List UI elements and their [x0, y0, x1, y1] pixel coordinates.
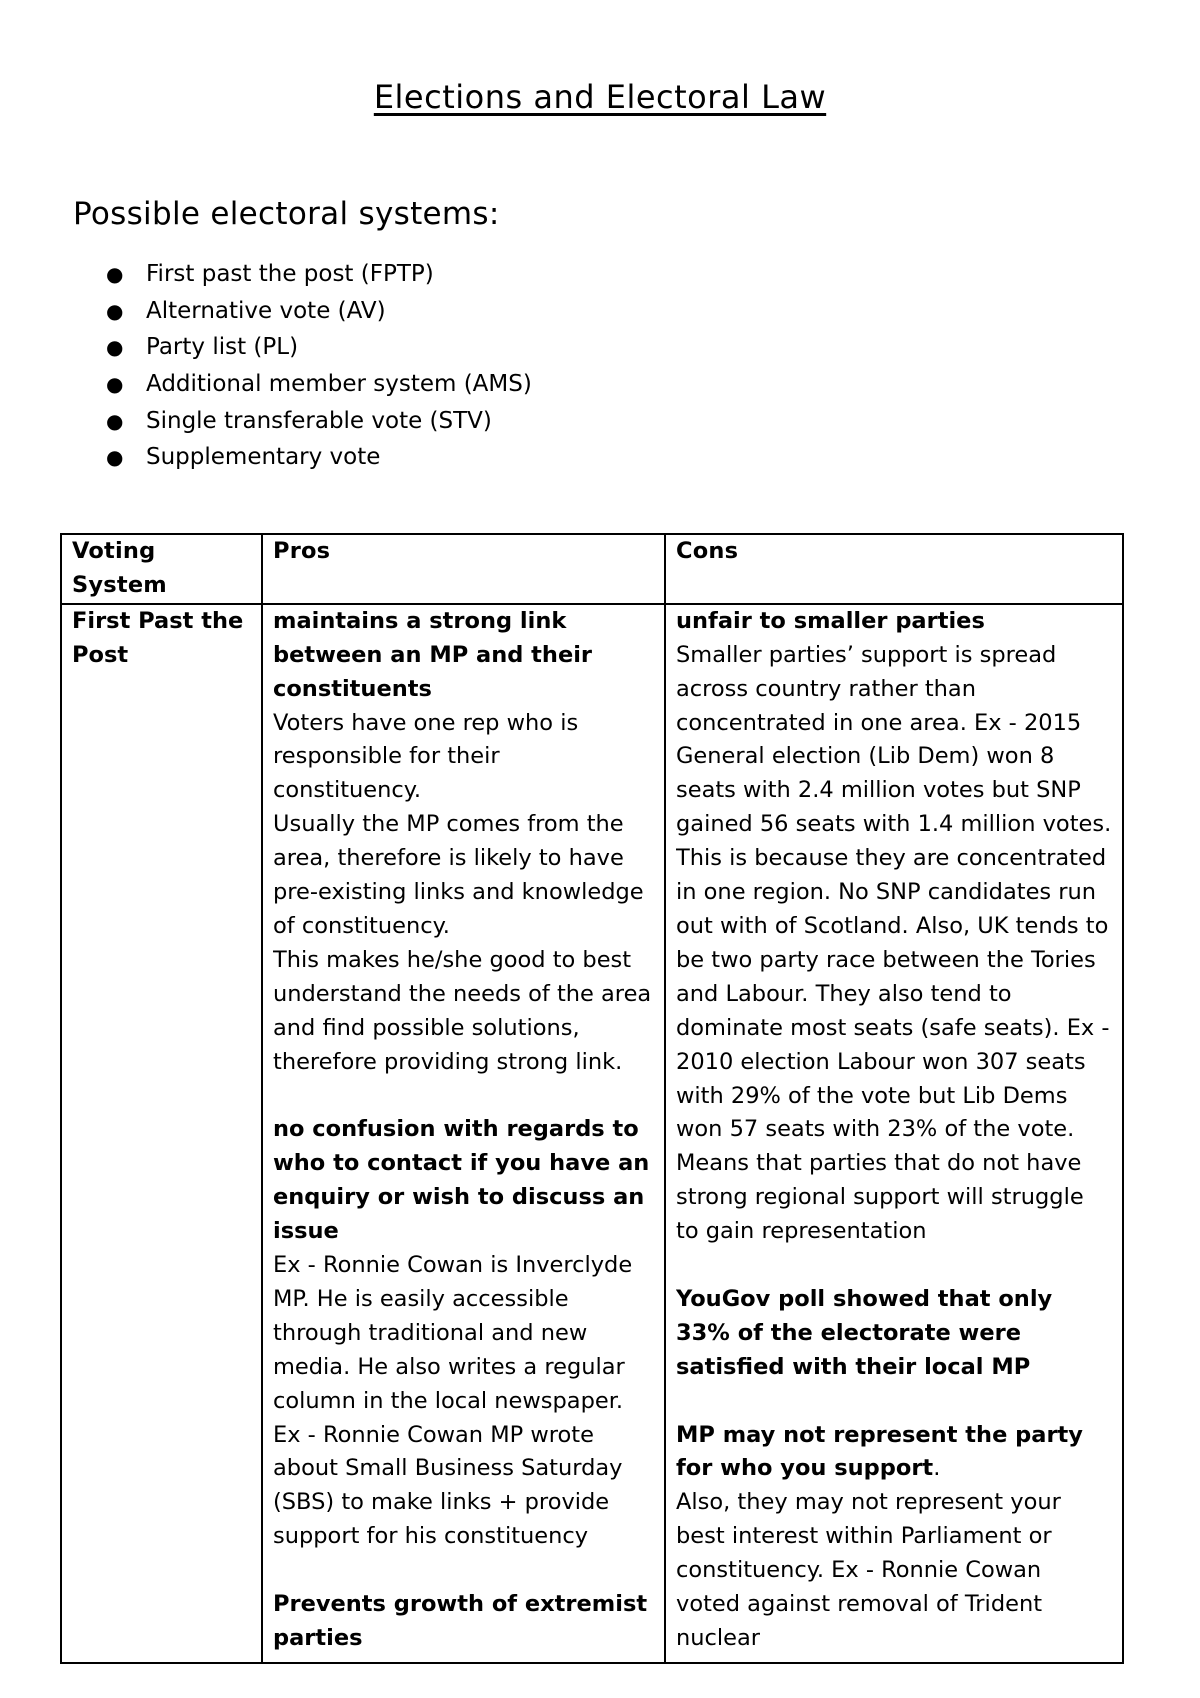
- spacer: [676, 1385, 1112, 1419]
- con-text: Smaller parties’ support is spread across country rather than concentrated in one area. Ex - 2015 General election (Lib Dem) won 8 seats with 2.4 million votes but SNP gained 56 seats with 1.4 million votes. This is because they are concentrated in one region. No SNP candidates run out with of Scotland. Also, UK tends to be two party race between the Tories and Labour. They also tend to dominate most seats (safe seats). Ex - 2010 election Labour won 307 seats with 29% of the vote but Lib Dems won 57 seats with 23% of the vote. Means that parties that do not have strong regional support will struggle to gain representation: [676, 641, 1112, 1245]
- document-title: Elections and Electoral Law: [373, 78, 827, 116]
- con-heading: unfair to smaller parties: [676, 607, 985, 634]
- bullet-icon: ●: [106, 445, 124, 470]
- bullet-icon: ●: [106, 408, 124, 433]
- con-heading-line: [676, 1419, 1112, 1487]
- pro-text: This makes he/she good to best understand the needs of the area and find possible solutions, therefore providing strong link.: [273, 946, 652, 1075]
- pro-heading: no confusion with regards to who to contact if you have an enquiry or wish to discuss an issue: [273, 1116, 650, 1245]
- list-item: ● First past the post (FPTP): [104, 256, 532, 293]
- header-cons: Cons: [665, 534, 1123, 604]
- con-text: Also, they may not represent your best interest within Parliament or constituency. Ex - Ronnie Cowan voted against removal of Trident nuclear: [676, 1489, 1061, 1651]
- systems-heading: Possible electoral systems:: [73, 196, 500, 232]
- pros-cell: [262, 604, 665, 1663]
- bullet-icon: ●: [106, 298, 124, 323]
- table-row: [61, 604, 1123, 1663]
- pro-text: Ex - Ronnie Cowan is Inverclyde MP. He is easily accessible through traditional and new media. He also writes a regular column in the local newspaper. Ex - Ronnie Cowan MP wrote about Small Business Saturday (SBS) to make links + provide support for his constituency: [273, 1252, 633, 1550]
- table-header-row: [61, 534, 1123, 604]
- system-cell: [61, 604, 262, 1663]
- list-item: ● Supplementary vote: [104, 439, 532, 476]
- electoral-systems-list: [104, 256, 532, 476]
- pro-text: Usually the MP comes from the area, therefore is likely to have pre-existing links and knowledge of constituency.: [273, 811, 644, 939]
- bullet-icon: ●: [106, 372, 124, 397]
- cons-cell: [665, 604, 1123, 1663]
- list-item: ● Single transferable vote (STV): [104, 403, 532, 440]
- voting-systems-table: [60, 533, 1124, 1664]
- bullet-icon: ●: [106, 335, 124, 360]
- bullet-icon: ●: [106, 262, 124, 286]
- list-item: ● Party list (PL): [104, 329, 532, 366]
- list-item: ● Additional member system (AMS): [104, 366, 532, 403]
- list-item: ● Alternative vote (AV): [104, 293, 532, 330]
- pro-heading: maintains a strong link between an MP and their constituents: [273, 607, 593, 702]
- con-heading: YouGov poll showed that only 33% of the electorate were satisfied with their local MP: [676, 1285, 1053, 1380]
- spacer: [273, 1080, 654, 1114]
- con-heading-period: .: [933, 1455, 941, 1482]
- spacer: [273, 1554, 654, 1588]
- system-name: First Past the Post: [72, 607, 244, 668]
- header-voting-system: Voting System: [61, 534, 262, 604]
- header-pros: Pros: [262, 534, 665, 604]
- con-heading: MP may not represent the party for who you support: [676, 1421, 1083, 1482]
- spacer: [676, 1249, 1112, 1283]
- pro-heading: Prevents growth of extremist parties: [273, 1591, 648, 1651]
- pro-text: Voters have one rep who is responsible for their constituency.: [273, 709, 579, 804]
